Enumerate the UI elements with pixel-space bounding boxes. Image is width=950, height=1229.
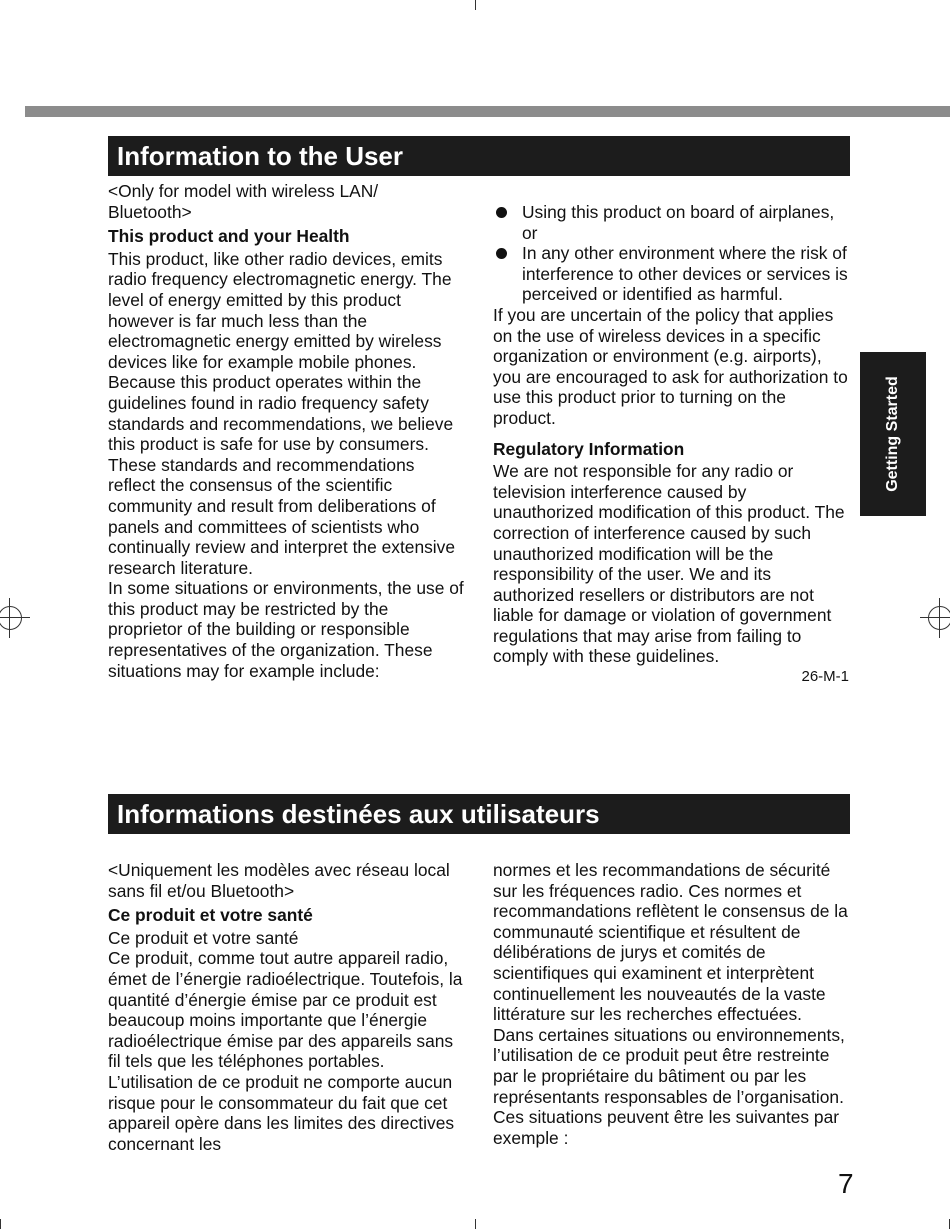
model-note: <Uniquement les modèles avec réseau local sans fil et/ou Bluetooth> bbox=[108, 860, 450, 901]
paragraph: Dans certaines situations ou environnements, l’utilisation de ce produit peut être restreinte par le propriétaire du bâtiment ou par les représentants responsables de l’organisation. Ces situations peuvent être les suivantes par exemple : bbox=[493, 1024, 845, 1148]
paragraph: Ce produit, comme tout autre appareil radio, émet de l’énergie radioélectrique. Toutefois, la quantité d’énergie émise par ce produit est beaucoup moins importante que l’énergie radioélectrique émise par des appareils sans fil tels que les téléphones portables. L’utilisation de ce produit ne comporte aucun risque pour le consommateur du fait que cet appareil opère dans les limites des directives concernant les bbox=[108, 948, 463, 1154]
list-item: Using this product on board of airplanes, or bbox=[493, 202, 849, 243]
paragraph: Ce produit et votre santé bbox=[108, 927, 299, 948]
paragraph: Because this product operates within the guidelines found in radio frequency safety standards and recommendations, we believe this product is safe for use by consumers. These standards and recommendations reflect the consensus of the scientific community and result from deliberations of panels and committees of scientists who continually review and interpret the extensive research literature. bbox=[108, 372, 456, 578]
section-heading-french: Informations destinées aux utilisateurs bbox=[108, 794, 850, 834]
french-right-column bbox=[493, 860, 851, 1148]
crop-mark-bottom-left bbox=[0, 1219, 1, 1229]
health-subheading: This product and your Health bbox=[108, 226, 350, 247]
registration-mark-left bbox=[0, 598, 30, 638]
french-left-column bbox=[108, 860, 466, 1154]
paragraph: If you are uncertain of the policy that applies on the use of wireless devices in a specific organization or environment (e.g. airports), you are encouraged to ask for authorization to use this product prior to turning on the product. bbox=[493, 304, 848, 428]
model-note: <Only for model with wireless LAN/ Bluetooth> bbox=[108, 181, 379, 222]
english-right-column bbox=[493, 202, 849, 688]
registration-mark-right bbox=[920, 598, 950, 638]
side-tab bbox=[860, 352, 926, 516]
section-heading-english: Information to the User bbox=[108, 136, 850, 176]
reference-code: 26-M-1 bbox=[801, 668, 849, 686]
regulatory-subheading: Regulatory Information bbox=[493, 438, 685, 459]
top-rule bbox=[25, 106, 950, 117]
list-item: In any other environment where the risk of interference to other devices or services is perceived or identified as harmful. bbox=[493, 243, 849, 305]
paragraph: In some situations or environments, the use of this product may be restricted by the proprietor of the building or responsible representatives of the organization. These situations may for example include: bbox=[108, 578, 464, 681]
page-number: 7 bbox=[838, 1168, 854, 1199]
paragraph: normes et les recommandations de sécurité sur les fréquences radio. Ces normes et recommandations reflètent le consensus de la communauté scientifique et résultent de délibérations de jurys et comités de scientifiques qui examinent et interprètent continuellement les nouveautés de la vaste littérature sur les recherches effectuées. bbox=[493, 860, 848, 1025]
english-left-column bbox=[108, 181, 464, 681]
crop-mark-bottom bbox=[475, 1219, 476, 1229]
paragraph: We are not responsible for any radio or television interference caused by unauthorized modification of this product. The correction of interference caused by such unauthorized modification will be the responsibility of the user. We and its authorized resellers or distributors are not liable for damage or violation of government regulations that may arise from failing to comply with these guidelines. bbox=[493, 461, 845, 667]
side-tab-label: Getting Started bbox=[884, 376, 901, 492]
bullet-list bbox=[493, 202, 849, 305]
crop-mark-top bbox=[475, 0, 476, 10]
health-subheading: Ce produit et votre santé bbox=[108, 905, 313, 926]
paragraph: This product, like other radio devices, emits radio frequency electromagnetic energy. The level of energy emitted by this product however is far much less than the electromagnetic energy emitted by wireless devices like for example mobile phones. bbox=[108, 248, 452, 372]
